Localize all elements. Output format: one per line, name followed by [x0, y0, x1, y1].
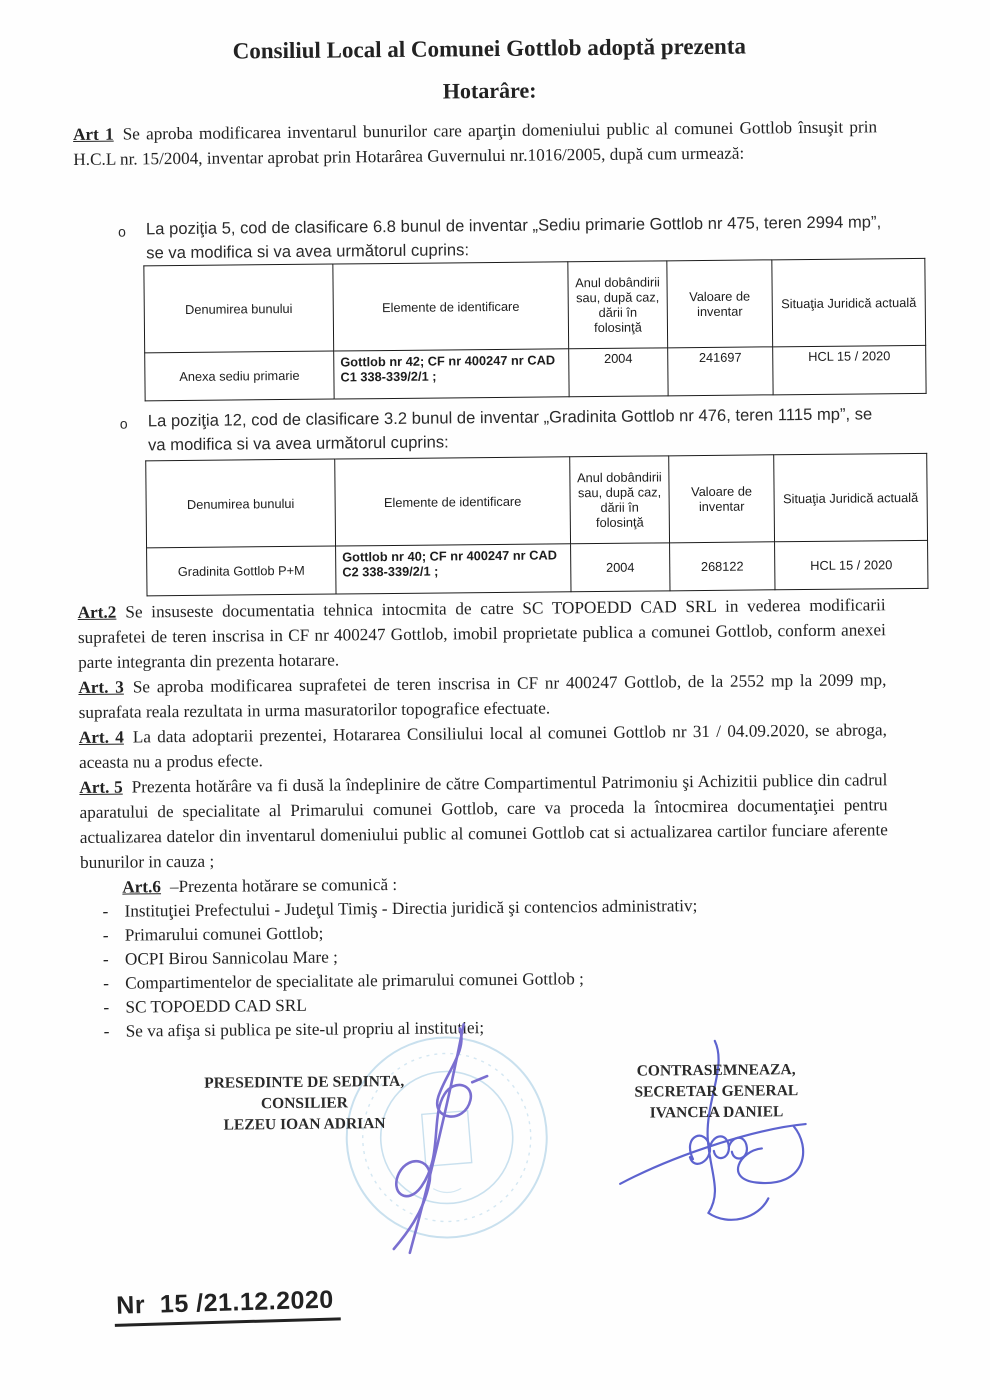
- header-elemente: Elemente de identificare: [335, 457, 571, 546]
- article-5-text: Prezenta hotărâre va fi dusă la îndeplinire de către Compartimentul Patrimoniu şi Achizitii publice din cadrul aparatului de specialitate al Primarului comunei Gottlob, care va proceda la întocmirea documentaţiei pentru actualizarea datelor din inventarul domeniului public al comunei Gottlob cat si actualizarea cartilor funciare aferente bunurilor in cauza ;: [79, 770, 888, 872]
- header-situatia: Situaţia Juridică actuală: [774, 453, 928, 541]
- article-1-paragraph: [73, 114, 877, 172]
- list-item-text: OCPI Birou Sannicolau Mare ;: [124, 947, 338, 969]
- signature-block-secretary: [616, 1059, 817, 1124]
- article-2-paragraph: [78, 592, 887, 675]
- table-row: [145, 345, 926, 400]
- bullet-text: La poziţia 5, cod de clasificare 6.8 bunul de inventar „Sediu primarie Gottlob nr 475, teren 2994 mp”, se va modifica si va avea următorul cuprins:: [145, 212, 882, 263]
- article-3-label: Art. 3: [78, 677, 124, 698]
- cell-valoare: 241697: [668, 347, 773, 396]
- header-anul: Anul dobândirii sau, după caz, dării în folosinţă: [568, 261, 668, 349]
- title-line-1: Consiliul Local al Comunei Gottlob adoptă prezenta: [232, 33, 747, 64]
- cell-denumirea: Anexa sediu primarie: [145, 351, 334, 401]
- list-item-text: SC TOPOEDD CAD SRL: [125, 995, 307, 1017]
- list-item-text: Instituţiei Prefectului - Judeţul Timiş - Directia juridică şi contencios administrativ;: [124, 896, 698, 921]
- president-name: LEZEU IOAN ADRIAN: [223, 1115, 386, 1134]
- article-1-text: Se aproba modificarea inventarul bunurilor care aparţin domeniului public al comunei Gottlob însuşit prin H.C.L nr. 15/2004, inventar aprobat prin Hotarârea Guvernului nr.1016/2005, după cum urmează:: [73, 117, 878, 170]
- dash-marker: -: [102, 901, 109, 921]
- inventory-table-2: [145, 453, 928, 597]
- president-signature-icon: [342, 1020, 504, 1257]
- cell-situatia: HCL 15 / 2020: [773, 345, 926, 394]
- header-denumirea: Denumirea bunului: [146, 459, 336, 548]
- dash-marker: -: [102, 949, 109, 969]
- dash-marker: -: [103, 997, 110, 1017]
- cell-anul: 2004: [569, 348, 668, 397]
- article-4-paragraph: [79, 717, 887, 775]
- secretary-title: CONTRASEMNEAZA,: [636, 1061, 796, 1080]
- article-6-label: Art.6: [122, 877, 162, 897]
- table-header-row: [146, 453, 928, 547]
- dash-marker: -: [103, 973, 110, 993]
- header-valoare: Valoare de inventar: [667, 260, 773, 348]
- cell-elemente: Gottlob nr 40; CF nr 400247 nr CAD C2 338-339/2/1 ;: [336, 544, 571, 594]
- article-4-label: Art. 4: [78, 727, 124, 747]
- list-item-text: Primarului comunei Gottlob;: [124, 923, 324, 945]
- table-row: [147, 540, 928, 595]
- inventory-table-1: [143, 258, 926, 402]
- cell-denumirea: Gradinita Gottlob P+M: [147, 546, 336, 596]
- article-2-label: Art.2: [77, 602, 117, 623]
- header-situatia: Situaţia Juridică actuală: [772, 258, 926, 346]
- cell-anul: 2004: [571, 543, 670, 592]
- article-1-label: Art 1: [72, 124, 114, 145]
- article-2-text: Se insuseste documentatia tehnica intocmita de catre SC TOPOEDD CAD SRL in vederea modificarii suprafetei de teren inscrisa in CF nr 400247 Gottlob, imobil proprietate publica a comunei Gottlob, conform anexei parte integranta din prezenta hotarare.: [77, 595, 886, 673]
- bullet-item-position-12: [120, 402, 892, 457]
- article-6-text: –Prezenta hotărare se comunică :: [169, 874, 398, 897]
- header-anul: Anul dobândirii sau, după caz, dării în folosinţă: [570, 456, 670, 544]
- secretary-role: SECRETAR GENERAL: [634, 1082, 799, 1101]
- bullet-marker: o: [117, 223, 126, 240]
- cell-elemente: Gottlob nr 42; CF nr 400247 nr CAD C1 338-339/2/1 ;: [334, 349, 569, 399]
- header-valoare: Valoare de inventar: [669, 455, 775, 543]
- header-denumirea: Denumirea bunului: [144, 264, 334, 353]
- signature-block-president: [192, 1071, 417, 1136]
- table-header-row: [144, 258, 926, 352]
- dash-marker: -: [102, 925, 109, 945]
- document-title: [0, 23, 985, 116]
- bullet-marker: o: [119, 415, 128, 432]
- header-elemente: Elemente de identificare: [333, 262, 569, 351]
- article-4-text: La data adoptarii prezentei, Hotararea Consiliului local al comunei Gottlob nr 31 / 04.09.2020, se abroga, aceasta nu a produs efecte.: [79, 720, 887, 772]
- dash-marker: -: [103, 1021, 110, 1041]
- bullet-item-position-5: [118, 210, 890, 265]
- registration-number: Nr 15 /21.12.2020: [114, 1285, 340, 1326]
- bullet-text: La poziţia 12, cod de clasificare 3.2 bunul de inventar „Gradinita Gottlob nr 476, teren 1115 mp”, se va modifica si va avea următorul cuprins:: [147, 404, 873, 455]
- title-line-2: Hotarâre:: [442, 77, 537, 104]
- article-3-text: Se aproba modificarea suprafetei de teren inscrisa in CF nr 400247 Gottlob, de la 2552 mp la 2099 mp, suprafata reala rezultata in urma masuratorilor topografice efectuate.: [78, 670, 887, 722]
- secretary-name: IVANCEA DANIEL: [649, 1103, 784, 1122]
- president-title: PRESEDINTE DE SEDINTA,: [204, 1072, 405, 1092]
- list-item-text: Se va afişa si publica pe site-ul propriu al institutiei;: [125, 1018, 485, 1041]
- cell-valoare: 268122: [670, 542, 775, 591]
- list-item-text: Compartimentelor de specialitate ale primarului comunei Gottlob ;: [125, 969, 584, 993]
- articles-section: [78, 592, 890, 1044]
- article-3-paragraph: [78, 667, 886, 725]
- article-5-label: Art. 5: [79, 777, 123, 797]
- president-role: CONSILIER: [260, 1094, 348, 1113]
- cell-situatia: HCL 15 / 2020: [775, 540, 928, 589]
- article-5-paragraph: [79, 767, 888, 875]
